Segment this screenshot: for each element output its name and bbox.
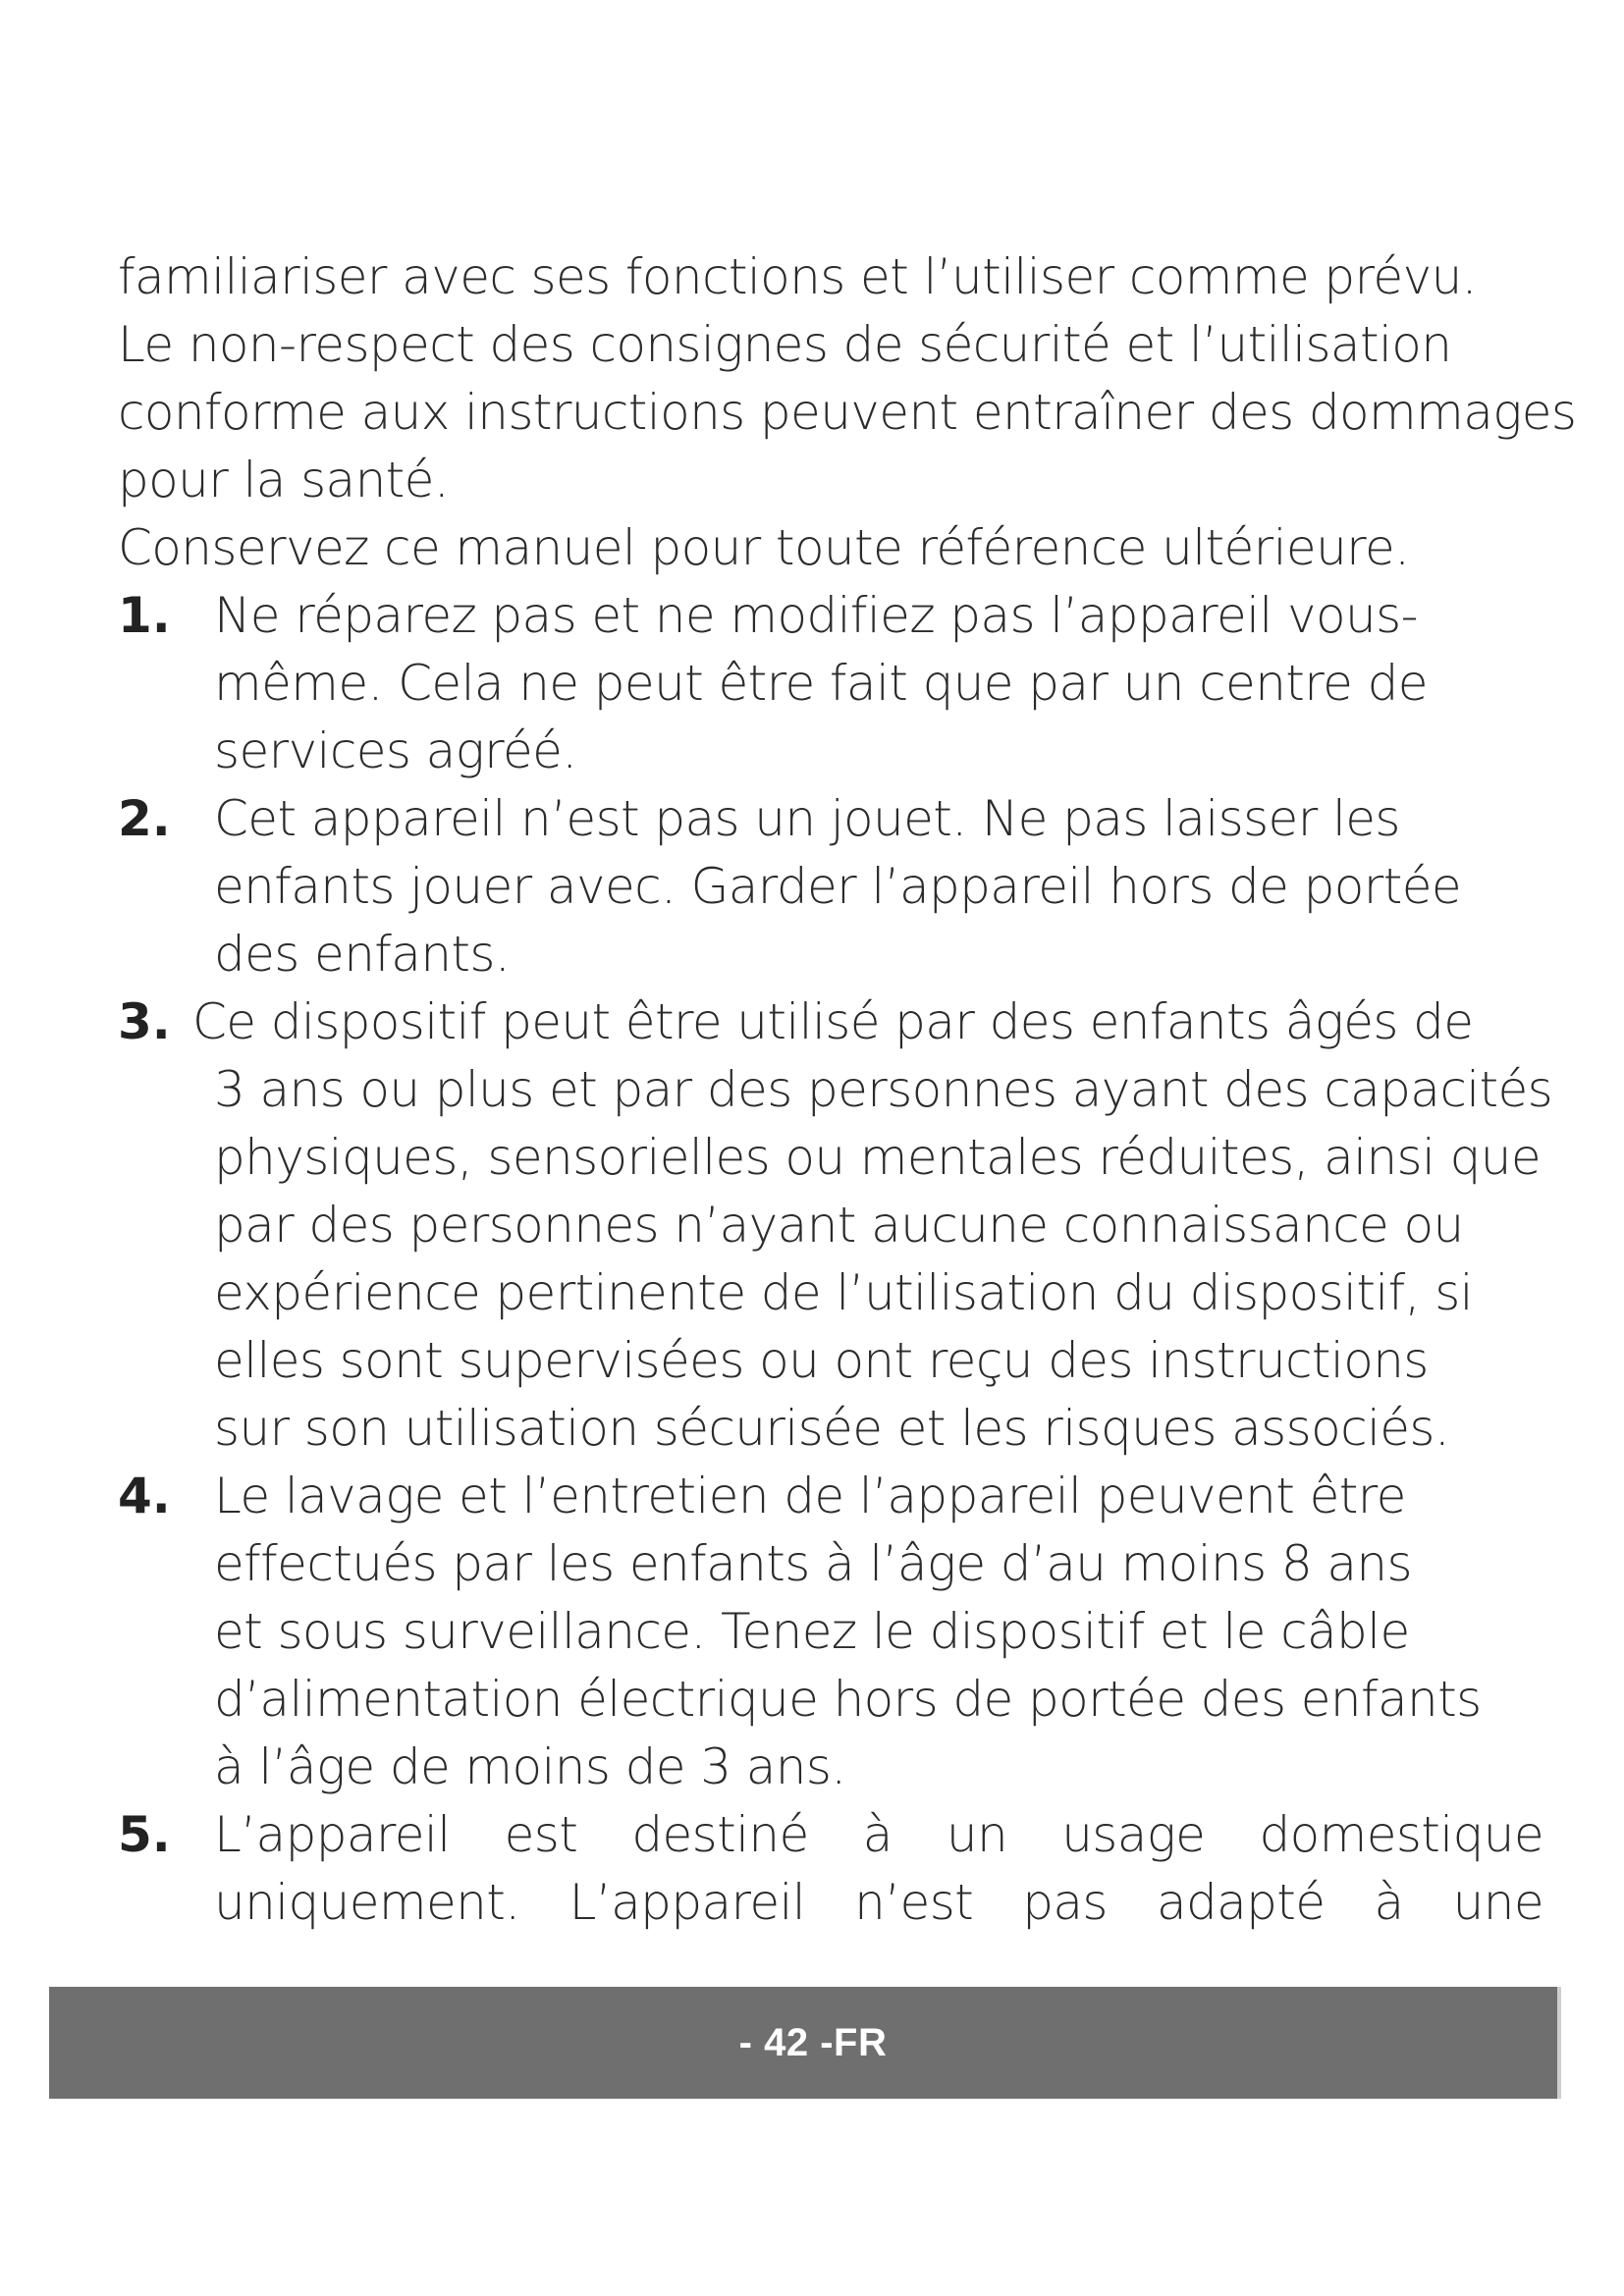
item-number: 5. <box>118 1806 171 1863</box>
keep-manual-note <box>118 514 1543 582</box>
item-line: par des personnes n’ayant aucune connaissance ou <box>214 1197 1464 1254</box>
item-line: sur son utilisation sécurisée et les risques associés. <box>214 1400 1450 1457</box>
item-line: d’alimentation électrique hors de portée des enfants <box>214 1671 1482 1728</box>
item-line: L’appareil est destiné à un usage domestique <box>214 1806 1543 1863</box>
item-line: effectués par les enfants à l’âge d’au moins 8 ans <box>214 1535 1412 1592</box>
page-footer-band <box>49 1987 1561 2099</box>
safety-instruction-list <box>118 582 1553 1937</box>
item-line: physiques, sensorielles ou mentales réduites, ainsi que <box>214 1129 1541 1186</box>
list-item <box>118 1463 1543 1801</box>
intro-line: familiariser avec ses fonctions et l’utiliser comme prévu. <box>118 248 1477 305</box>
intro-line: Le non-respect des consignes de sécurité et l’utilisation <box>118 316 1452 373</box>
intro-line: pour la santé. <box>118 452 450 508</box>
item-line: Cet appareil n’est pas un jouet. Ne pas laisser les <box>214 790 1400 847</box>
item-number: 3. <box>118 993 171 1050</box>
list-item <box>118 1801 1543 1937</box>
item-line: Ne réparez pas et ne modifiez pas l’appareil vous- <box>214 587 1418 644</box>
item-line: 3 ans ou plus et par des personnes ayant des capacités <box>214 1061 1553 1118</box>
item-line: et sous surveillance. Tenez le dispositif et le câble <box>214 1603 1410 1660</box>
item-line: elles sont supervisées ou ont reçu des instructions <box>214 1332 1429 1389</box>
item-line: même. Cela ne peut être fait que par un centre de <box>214 655 1428 712</box>
intro-line: conforme aux instructions peuvent entraîner des dommages <box>118 384 1577 441</box>
list-item <box>118 785 1543 988</box>
keep-manual-line: Conservez ce manuel pour toute référence ultérieure. <box>118 519 1410 576</box>
item-line: à l’âge de moins de 3 ans. <box>214 1738 846 1795</box>
item-line: Ce dispositif peut être utilisé par des enfants âgés de <box>192 993 1474 1050</box>
item-number: 4. <box>118 1468 171 1524</box>
item-number: 2. <box>118 790 171 847</box>
list-item <box>118 988 1553 1463</box>
item-line: services agréé. <box>214 722 577 779</box>
item-number: 1. <box>118 587 171 644</box>
item-line: des enfants. <box>214 926 511 983</box>
item-line: uniquement. L’appareil n’est pas adapté à une <box>214 1874 1543 1931</box>
page-body <box>118 243 1577 1937</box>
item-line: enfants jouer avec. Garder l’appareil hors de portée <box>214 858 1462 915</box>
list-item <box>118 582 1543 785</box>
item-line: expérience pertinente de l’utilisation du dispositif, si <box>214 1264 1473 1321</box>
page-number: - 42 -FR <box>738 2020 888 2064</box>
intro-paragraph <box>118 243 1577 514</box>
item-line: Le lavage et l’entretien de l’appareil peuvent être <box>214 1468 1406 1524</box>
